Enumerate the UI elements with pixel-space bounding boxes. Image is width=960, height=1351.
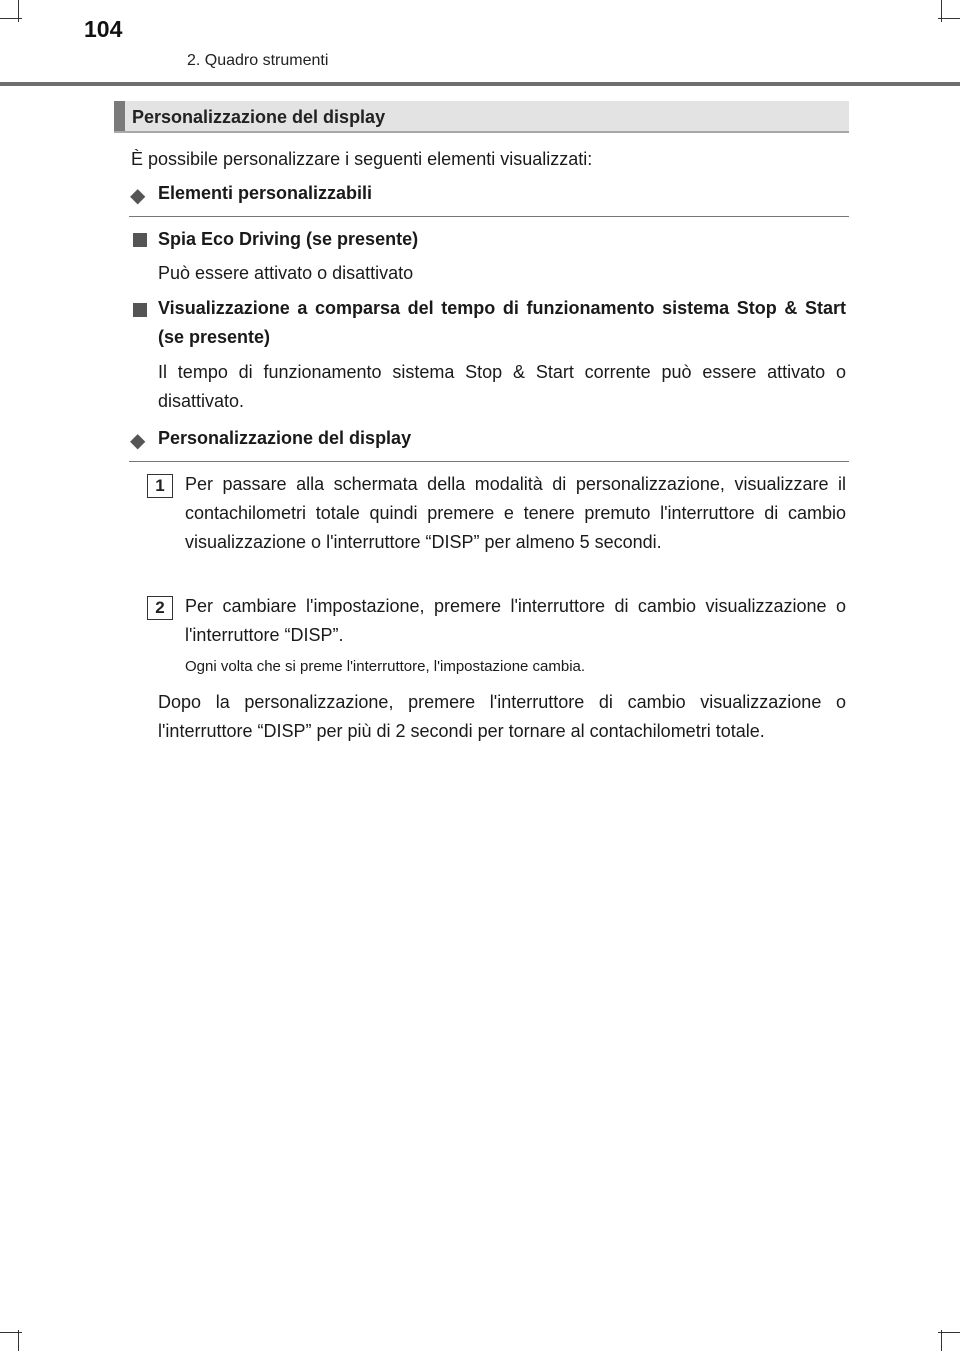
section-title: Personalizzazione del display — [132, 107, 386, 127]
header-rule — [0, 82, 960, 86]
item-title: Spia Eco Driving (se presente) — [158, 229, 419, 249]
step-note: Ogni volta che si preme l'interruttore, l'impostazione cambia. — [185, 658, 586, 675]
subsection-heading-label: Personalizzazione del display — [158, 428, 412, 448]
intro-text: È possibile personalizzare i seguenti elementi visualizzati: — [131, 149, 593, 169]
section-heading — [114, 101, 849, 133]
item-description: Il tempo di funzionamento sistema Stop & Start corrente può essere attivato o disattivato. — [158, 362, 846, 411]
diamond-bullet-icon: ◆ — [130, 430, 146, 452]
step-number-box: 1 — [147, 474, 173, 498]
crop-mark — [18, 1330, 19, 1351]
crop-mark — [18, 0, 19, 22]
crop-mark — [941, 0, 942, 22]
item-title: Visualizzazione a comparsa del tempo di funzionamento sistema Stop & Start (se presente) — [158, 298, 846, 347]
chapter-title: 2. Quadro strumenti — [187, 52, 329, 69]
square-bullet-icon — [133, 233, 147, 247]
step-text: Per passare alla schermata della modalità di personalizzazione, visualizzare il contachilometri totale quindi premere e tenere premuto l'interruttore di cambio visualizzazione o l'interruttore “DISP” per almeno 5 secondi. — [185, 474, 846, 552]
subsection-heading — [129, 183, 849, 217]
closing-text: Dopo la personalizzazione, premere l'interruttore di cambio visualizzazione o l'interruttore “DISP” per più di 2 secondi per tornare al contachilometri totale. — [158, 692, 846, 741]
section-heading-bar — [114, 101, 125, 131]
subsection-heading-label: Elementi personalizzabili — [158, 183, 373, 203]
crop-mark — [941, 1330, 942, 1351]
subsection-heading — [129, 428, 849, 462]
item-description: Può essere attivato o disattivato — [158, 263, 414, 283]
page-number: 104 — [84, 16, 123, 42]
diamond-bullet-icon: ◆ — [130, 185, 146, 207]
step-text: Per cambiare l'impostazione, premere l'interruttore di cambio visualizzazione o l'interruttore “DISP”. — [185, 596, 846, 645]
square-bullet-icon — [133, 303, 147, 317]
step-number-box: 2 — [147, 596, 173, 620]
